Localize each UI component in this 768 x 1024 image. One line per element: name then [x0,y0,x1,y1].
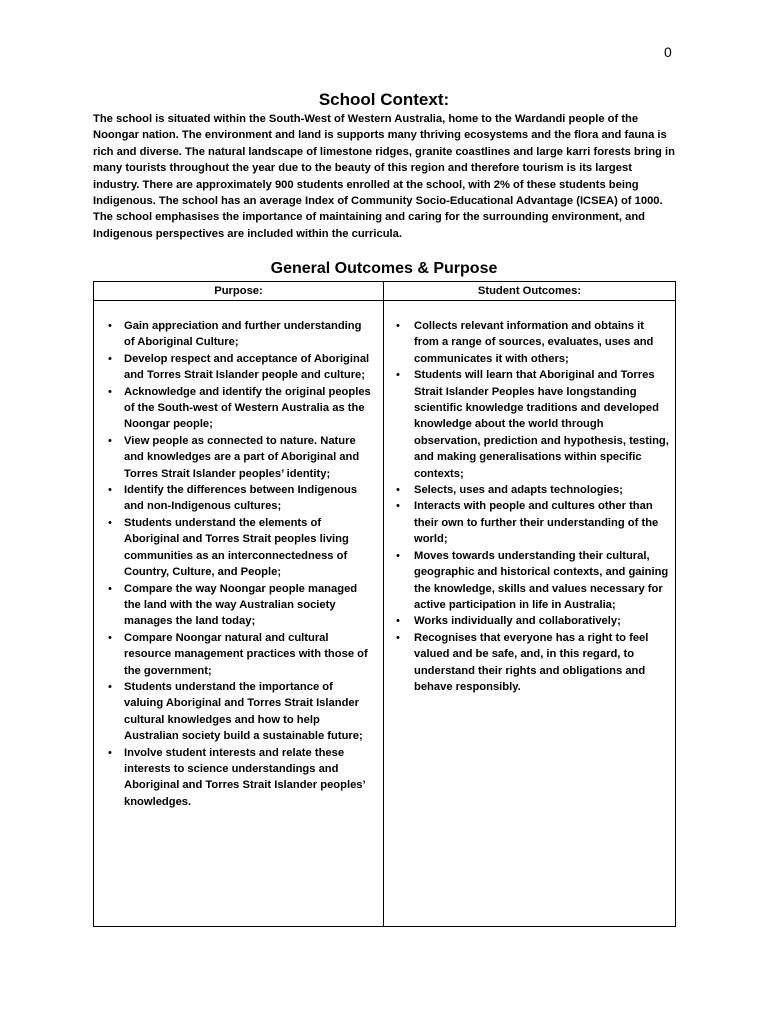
purpose-item-text: View people as connected to nature. Nature and knowledges are a part of Aboriginal and Torres Strait Islander peoples’ identity; [124,434,360,480]
purpose-item-text: Students understand the importance of valuing Aboriginal and Torres Strait Islander cultural knowledges and how to help Australian society build a sustainable future; [124,680,363,743]
purpose-cell [94,301,384,927]
student-outcome-item-text: Selects, uses and adapts technologies; [414,484,623,497]
student-outcomes-list [384,301,675,695]
student-outcome-item [390,630,671,696]
bullet-icon: • [108,434,112,447]
purpose-item-text: Students understand the elements of Aboriginal and Torres Strait peoples living communities as an interconnectedness of Country, Culture, and People; [124,516,349,579]
student-outcomes-cell [384,301,676,927]
student-outcome-item [390,613,671,629]
bullet-icon: • [396,549,400,562]
student-outcome-item-text: Works individually and collaboratively; [414,615,621,628]
bullet-icon: • [108,320,112,332]
bullet-icon: • [108,516,112,529]
purpose-item-text: Involve student interests and relate these interests to science understandings and Aboriginal and Torres Strait Islander peoples’ knowledges. [124,746,365,808]
bullet-icon: • [108,680,112,693]
bullet-icon: • [108,582,112,595]
outcomes-table [93,281,676,927]
bullet-icon: • [396,615,400,628]
table-header-row [94,282,676,301]
school-context-body: The school is situated within the South-West of Western Australia, home to the Wardandi people of the Noongar nation. The environment and land is supports many thriving ecosystems and the flora and fauna is rich and diverse. The natural landscape of limestone ridges, granite coastlines and large karri forests bring in many tourists throughout the year due to the beauty of this region and therefore tourism is its largest industry. There are approximately 900 students enrolled at the school, with 2% of these students being Indigenous. The school has an average Index of Community Socio-Educational Advantage (ICSEA) of 1000. The school emphasises the importance of maintaining and caring for the surrounding environment, and Indigenous perspectives are included within the curricula. [93,113,675,240]
student-outcome-item [390,498,671,547]
purpose-item [102,630,375,679]
purpose-item [102,433,375,482]
student-outcomes-header: Student Outcomes: [384,282,676,301]
purpose-list [94,301,383,810]
purpose-item [102,351,375,384]
student-outcome-item [390,318,671,367]
purpose-item [102,581,375,630]
table-body-row [94,301,676,927]
purpose-item-text: Compare Noongar natural and cultural resource management practices with those of the government; [124,631,368,677]
bullet-icon: • [108,631,112,644]
student-outcome-item [390,548,671,614]
bullet-icon: • [396,500,400,513]
student-outcome-item-text: Interacts with people and cultures other than their own to further their understanding of the world; [414,500,659,546]
purpose-item [102,482,375,515]
page-number: 0 [664,44,672,60]
purpose-item-text: Gain appreciation and further understanding of Aboriginal Culture; [124,320,362,349]
bullet-icon: • [108,385,112,398]
purpose-item [102,515,375,581]
purpose-header: Purpose: [94,282,384,301]
bullet-icon: • [108,484,112,497]
student-outcome-item-text: Students will learn that Aboriginal and Torres Strait Islander Peoples have longstanding scientific knowledge traditions and developed knowledge about the world through observation, prediction and hypothesis, testing, and making generalisations within specific contexts; [414,369,669,480]
student-outcome-item-text: Collects relevant information and obtains it from a range of sources, evaluates, uses and communicates it with others; [414,320,654,365]
student-outcome-item-text: Recognises that everyone has a right to feel valued and be safe, and, in this regard, to understand their rights and obligations and behave responsibly. [414,631,649,693]
purpose-item-text: Compare the way Noongar people managed the land with the way Australian society manages the land today; [124,582,358,628]
bullet-icon: • [396,320,400,332]
bullet-icon: • [396,484,400,497]
purpose-item [102,384,375,433]
bullet-icon: • [108,352,112,365]
purpose-item [102,318,375,351]
purpose-item [102,679,375,745]
student-outcome-item-text: Moves towards understanding their cultural, geographic and historical contexts, and gaining the knowledge, skills and values necessary for active participation in life in Australia; [414,549,669,611]
bullet-icon: • [396,369,400,382]
general-outcomes-title: General Outcomes & Purpose [270,260,498,277]
purpose-item [102,745,375,811]
student-outcome-item [390,482,671,498]
bullet-icon: • [396,631,400,644]
purpose-item-text: Identify the differences between Indigenous and non-Indigenous cultures; [124,484,358,513]
school-context-title: School Context: [318,90,450,109]
purpose-item-text: Develop respect and acceptance of Aboriginal and Torres Strait Islander people and culture; [124,352,370,382]
purpose-item-text: Acknowledge and identify the original peoples of the South-west of Western Australia as the Noongar people; [124,385,371,431]
student-outcome-item [390,367,671,482]
bullet-icon: • [108,746,112,759]
